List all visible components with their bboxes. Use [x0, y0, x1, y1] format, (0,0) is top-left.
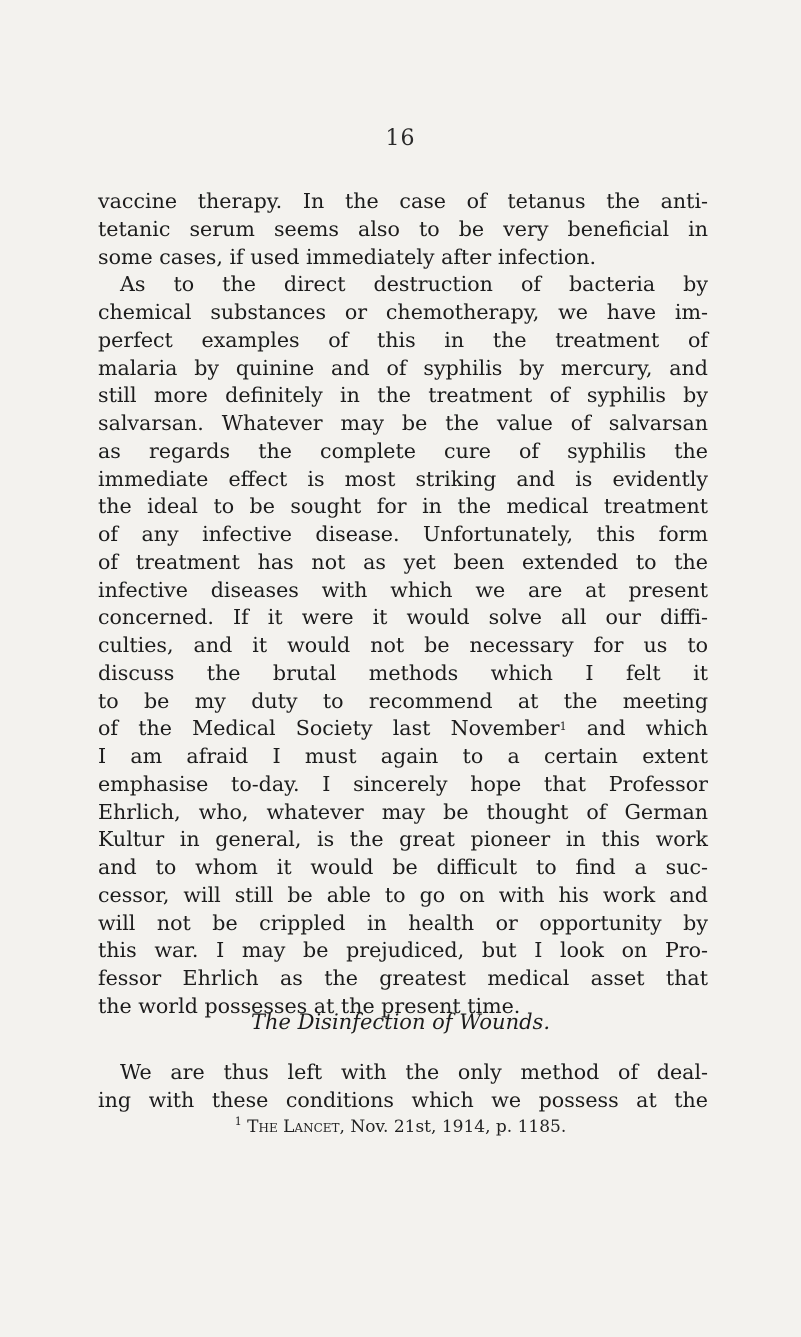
text-line: emphasise to-day. I sincerely hope that Professor [98, 771, 708, 796]
footnote-reference: 1 [559, 720, 567, 734]
text-line: discuss the brutal methods which I felt it [98, 660, 708, 685]
text-fragment: and which [566, 716, 708, 741]
text-line: of treatment has not as yet been extended to the [98, 549, 708, 574]
body-text [98, 188, 708, 1021]
text-line: as regards the complete cure of syphilis the [98, 438, 708, 463]
text-line: We are thus left with the only method of deal- [120, 1060, 708, 1084]
text-line: the world possesses at the present time. [98, 993, 521, 1018]
text-line: Ehrlich, who, whatever may be thought of German [98, 799, 708, 824]
text-line: immediate effect is most striking and is evidently [98, 466, 708, 491]
text-line: salvarsan. Whatever may be the value of salvarsan [98, 411, 708, 435]
text-line: culties, and it would not be necessary for us to [98, 633, 708, 657]
footnote [0, 1117, 801, 1137]
text-line: some cases, if used immediately after infection. [98, 244, 597, 269]
text-line: As to the direct destruction of bacteria by [120, 272, 708, 297]
page-number: 16 [385, 126, 416, 151]
text-line: tetanic serum seems also to be very beneficial in [98, 216, 708, 241]
section-body-text [98, 1059, 708, 1115]
section-heading: The Disinfection of Wounds. [250, 1010, 550, 1034]
text-line: this war. I may be prejudiced, but I look on Pro- [98, 938, 708, 963]
text-line: vaccine therapy. In the case of tetanus the anti- [98, 189, 708, 213]
text-line: the ideal to be sought for in the medical treatment [98, 494, 708, 519]
text-line: of any infective disease. Unfortunately, this form [98, 522, 708, 546]
text-line: ing with these conditions which we possess at the [98, 1087, 708, 1112]
text-line: I am afraid I must again to a certain extent [98, 744, 708, 768]
text-line: still more definitely in the treatment of syphilis by [98, 383, 708, 408]
text-line: will not be crippled in health or opportunity by [98, 910, 708, 935]
text-line: cessor, will still be able to go on with his work and [98, 882, 708, 907]
text-line: concerned. If it were it would solve all our diffi- [98, 605, 708, 630]
text-line: perfect examples of this in the treatment of [98, 327, 708, 352]
text-line [98, 715, 708, 743]
text-line: malaria by quinine and of syphilis by mercury, and [98, 355, 708, 380]
footnote-citation: , Nov. 21st, 1914, p. 1185. [339, 1117, 567, 1137]
footnote-journal: The Lancet [247, 1117, 340, 1137]
text-line: and to whom it would be difficult to find a suc- [98, 855, 708, 879]
text-line: chemical substances or chemotherapy, we have im- [98, 300, 708, 324]
text-line: fessor Ehrlich as the greatest medical asset that [98, 966, 708, 990]
text-line: to be my duty to recommend at the meeting [98, 688, 708, 713]
text-line: Kultur in general, is the great pioneer in this work [98, 827, 708, 852]
text-fragment: of the Medical Society last November [98, 716, 560, 741]
footnote-marker: 1 [234, 1115, 242, 1128]
text-line: infective diseases with which we are at present [98, 577, 708, 602]
